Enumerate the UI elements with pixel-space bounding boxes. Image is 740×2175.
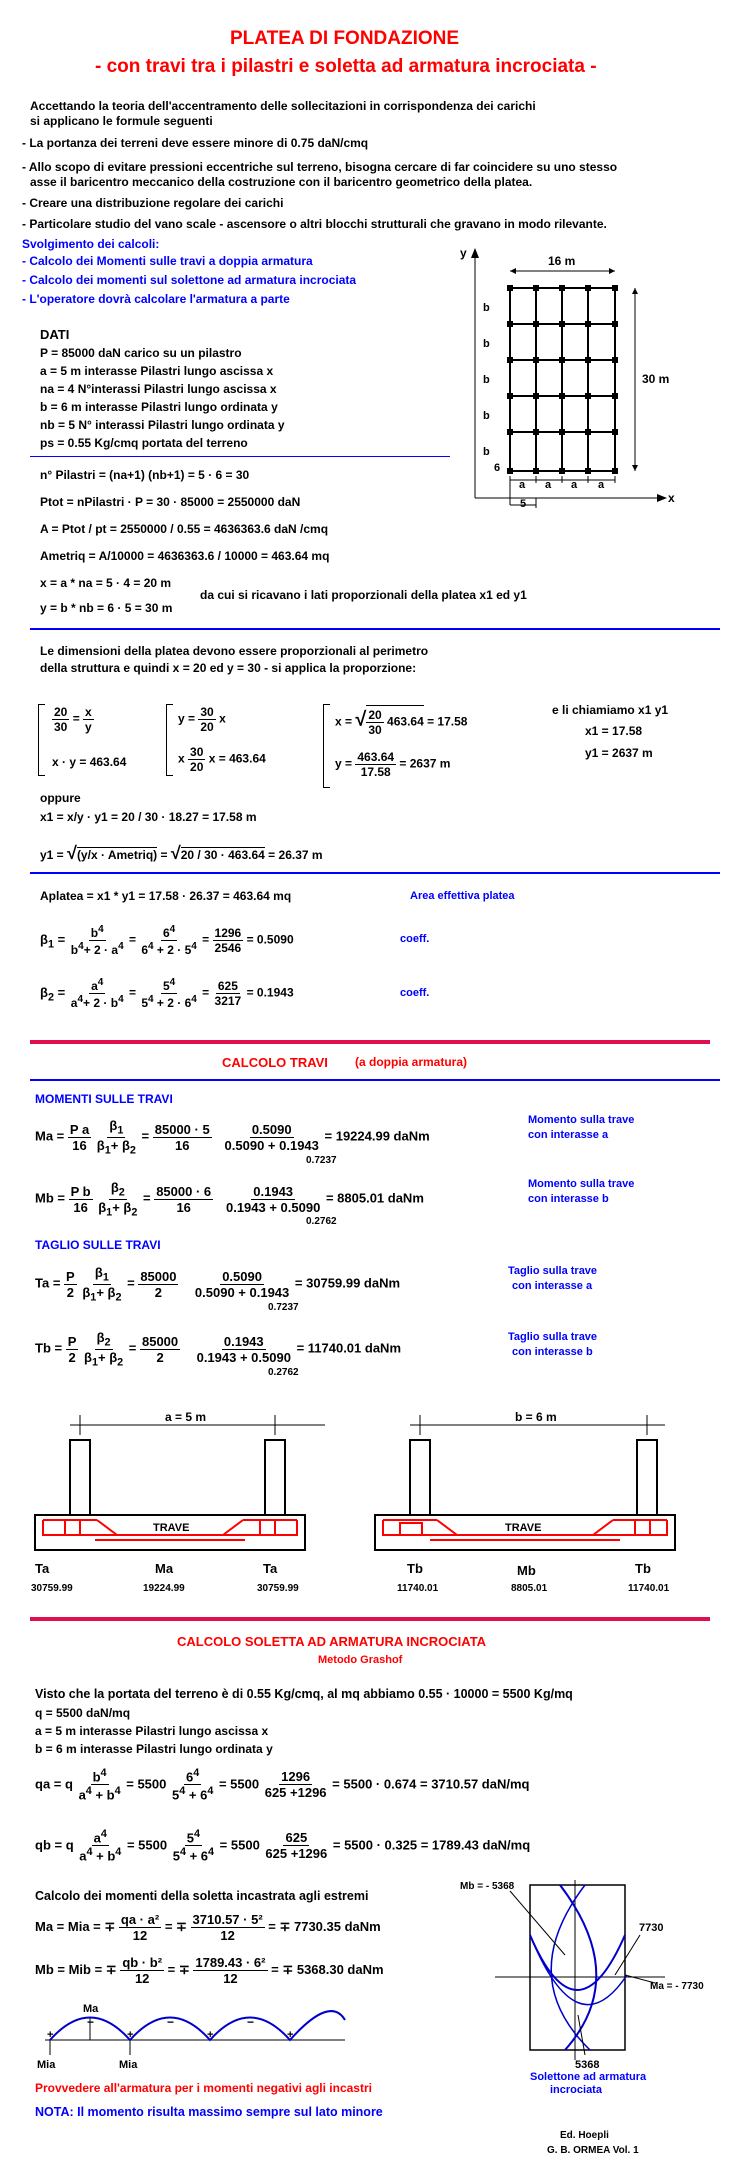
beam-span-b: b = 6 m — [515, 1410, 557, 1424]
calc-npilastri: n° Pilastri = (na+1) (nb+1) = 5 · 6 = 30 — [40, 468, 250, 482]
svolgimento-title: Svolgimento dei calcoli: — [22, 237, 160, 251]
pillar — [410, 1440, 430, 1515]
beam-span-a: a = 5 m — [165, 1410, 207, 1424]
divider — [30, 1079, 720, 1081]
soletta-mb: Mb = Mib = ∓ $\frac{\text{qb · b²}}{12}$ = ∓ $\frac{\text{1789.43 · 6²}}{12}$ = ∓ 5368.30 daNm — [35, 1955, 384, 1986]
beam-ma: Ma — [155, 1561, 174, 1576]
svg-text:+: + — [207, 2029, 214, 2041]
beta1-formula: $\beta_1$ = $\frac{b^4}{b^4+ 2 \cdot a^4}$ = $\frac{6^4}{6^4 + 2 \cdot 5^4}$ = $\frac{1296}{2546}$ = 0.5090 — [40, 924, 294, 957]
beam-tb-val: 11740.01 — [628, 1583, 670, 1594]
wave-mia: Mia — [37, 2059, 56, 2071]
calc-area: A = Ptot / pt = 2550000 / 0.55 = 4636363.6 daN /cmq — [40, 522, 329, 536]
moment-wave-diagram — [35, 2000, 355, 2080]
taglio-title: TAGLIO SULLE TRAVI — [35, 1238, 161, 1252]
intro-line: si applicano le formule seguenti — [30, 114, 213, 128]
prop-named: e li chiamiamo x1 y1 — [552, 703, 669, 717]
ta-note: Taglio sulla trave — [508, 1265, 598, 1277]
travi-title: CALCOLO TRAVI — [222, 1055, 328, 1070]
tb-subtotal: 0.2762 — [268, 1367, 299, 1378]
tb-note: Taglio sulla trave — [508, 1331, 598, 1343]
pillar — [265, 1440, 285, 1515]
author: G. B. ORMEA Vol. 1 — [547, 2145, 639, 2156]
prop-text: Le dimensioni della platea devono essere proporzionali al perimetro — [40, 644, 429, 658]
a-label: a — [598, 479, 605, 491]
mom-title: Calcolo dei momenti della soletta incastrata agli estremi — [35, 1889, 369, 1903]
intro-bullet: - La portanza dei terreni deve essere minore di 0.75 daN/cmq — [22, 136, 369, 150]
dati-item: P = 85000 daN carico su un pilastro — [40, 346, 242, 360]
svolgimento-step: - Calcolo dei Momenti sulle travi a doppia armatura — [22, 254, 313, 268]
beam-mb-val: 8805.01 — [511, 1583, 548, 1594]
soletta-q: q = 5500 daN/mq — [35, 1706, 131, 1720]
svg-text:+: + — [47, 2029, 54, 2041]
sol-ma: Ma = - 7730 — [650, 1981, 704, 1992]
x-axis-label: x — [668, 491, 675, 505]
grid-width-label: 16 m — [548, 254, 576, 268]
pillar-grid-diagram — [450, 243, 690, 533]
beam-mb: Mb — [517, 1563, 536, 1578]
beam-tb: Tb — [635, 1561, 651, 1576]
prop-text: della struttura e quindi x = 20 ed y = 30 - si applica la proporzione: — [40, 661, 417, 675]
soletta-provvedere: Provvedere all'armatura per i momenti negativi agli incastri — [35, 2081, 372, 2095]
dati-item: na = 4 N°interassi Pilastri lungo ascissa x — [40, 382, 277, 396]
divider — [30, 628, 720, 630]
dati-label: DATI — [40, 327, 70, 342]
prop-x-eq: x $\frac{30}{20}$ x = 463.64 — [178, 745, 266, 774]
six-label: 6 — [494, 462, 501, 474]
ta-subtotal: 0.7237 — [268, 1302, 299, 1313]
beam-ta: Ta — [35, 1561, 50, 1576]
divider — [30, 872, 720, 874]
beam-diagrams — [25, 1395, 725, 1610]
prop-y-res: y = $\frac{463.64}{17.58}$ = 2637 m — [335, 750, 451, 779]
pillar — [637, 1440, 657, 1515]
section-divider — [30, 1040, 710, 1044]
intro-bullet: asse il baricentro meccanico della costruzione con il baricentro geometrico della platea. — [30, 175, 533, 189]
tb-note: con interasse b — [512, 1346, 593, 1358]
prop-product: x · y = 463.64 — [52, 755, 127, 769]
ma-formula: Ma = $\frac{\text{P a}}{16}$ $\frac{\beta_1}{\beta_1+ \beta_2}$ = $\frac{85000 \cdot 5}{16}$ $\frac{0.5090}{0.5090 + 0.1943}$ = 19224.99 daNm — [35, 1118, 430, 1157]
divider — [30, 456, 450, 457]
dati-item: a = 5 m interasse Pilastri lungo ascissa x — [40, 364, 274, 378]
b-label: b — [483, 302, 490, 314]
a-label: a — [571, 479, 578, 491]
section-divider — [30, 1617, 710, 1621]
soletta-a: a = 5 m interasse Pilastri lungo ascissa x — [35, 1724, 269, 1738]
calc-y: y = b * nb = 6 · 5 = 30 m — [40, 601, 173, 615]
prop-op1: x1 = x/y · y1 = 20 / 30 · 18.27 = 17.58 m — [40, 810, 257, 824]
qb-formula: qb = q $\frac{a^4}{a^4 + b^4}$ = 5500 $\frac{5^4}{5^4 + 6^4}$ = 5500 $\frac{625}{625 +1296}$ = 5500 · 0.325 = 1789.43 daN/mq — [35, 1828, 531, 1864]
sol-caption: Solettone ad armatura — [530, 2071, 647, 2083]
wave-ma: Ma — [83, 2003, 99, 2015]
b-label: b — [483, 446, 490, 458]
beam-ma-val: 19224.99 — [143, 1583, 185, 1594]
b-label: b — [483, 374, 490, 386]
pillar — [70, 1440, 90, 1515]
five-label: 5 — [520, 498, 527, 510]
mb-formula: Mb = $\frac{\text{P b}}{16}$ $\frac{\beta_2}{\beta_1+ \beta_2}$ = $\frac{85000 \cdot 6}{16}$ $\frac{0.1943}{0.1943 + 0.5090}$ = 8805.01 daNm — [35, 1180, 424, 1219]
sol-7730: 7730 — [639, 1922, 664, 1934]
a-label: a — [519, 479, 526, 491]
intro-line: Accettando la teoria dell'accentramento delle sollecitazioni in corrispondenza dei carichi — [30, 99, 536, 113]
soletta-b: b = 6 m interasse Pilastri lungo ordinata y — [35, 1742, 273, 1756]
dati-item: nb = 5 N° interassi Pilastri lungo ordinata y — [40, 418, 285, 432]
prop-y1: y1 = 2637 m — [585, 746, 653, 760]
prop-op2: y1 = √(y/x · Ametriq) = √20 / 30 · 463.64 = 26.37 m — [40, 843, 323, 863]
calc-ametriq: Ametriq = A/10000 = 4636363.6 / 10000 = 463.64 mq — [40, 549, 330, 563]
sol-caption: incrociata — [550, 2084, 602, 2096]
ta-note: con interasse a — [512, 1280, 593, 1292]
ma-note: Momento sulla trave — [528, 1114, 635, 1126]
soletta-nota: NOTA: Il momento risulta massimo sempre sul lato minore — [35, 2105, 383, 2119]
sol-mb: Mb = - 5368 — [460, 1881, 515, 1892]
intro-bullet: - Creare una distribuzione regolare dei carichi — [22, 196, 284, 210]
calc-ptot: Ptot = nPilastri · P = 30 · 85000 = 2550000 daN — [40, 495, 301, 509]
svolgimento-step: - L'operatore dovrà calcolare l'armatura a parte — [22, 292, 290, 306]
beam-ta-val: 30759.99 — [257, 1583, 299, 1594]
beam-tb: Tb — [407, 1561, 423, 1576]
svg-text:−: − — [247, 2015, 255, 2029]
ma-subtotal: 0.7237 — [306, 1155, 337, 1166]
svg-text:−: − — [167, 2015, 175, 2029]
soletta-v1: Visto che la portata del terreno è di 0.55 Kg/cmq, al mq abbiamo 0.55 · 10000 = 5500 Kg/mq — [35, 1687, 573, 1701]
editor: Ed. Hoepli — [560, 2130, 609, 2141]
beta2-formula: $\beta_2$ = $\frac{a^4}{a^4+ 2 \cdot b^4}$ = $\frac{5^4}{5^4 + 2 \cdot 6^4}$ = $\frac{625}{3217}$ = 0.1943 — [40, 977, 294, 1010]
prop-x1: x1 = 17.58 — [585, 724, 643, 738]
prop-fraction-1: $\frac{20}{30}$ = $\frac{x}{y}$ — [54, 705, 92, 734]
beam-tb-val: 11740.01 — [397, 1583, 439, 1594]
calc-note: da cui si ricavano i lati proporzionali della platea x1 ed y1 — [200, 588, 527, 602]
calc-x: x = a * na = 5 · 4 = 20 m — [40, 576, 172, 590]
soletta-ma: Ma = Mia = ∓ $\frac{\text{qa · a²}}{12}$ = ∓ $\frac{\text{3710.57 · 5²}}{12}$ = ∓ 7730.35 daNm — [35, 1912, 381, 1943]
svg-text:+: + — [287, 2029, 294, 2041]
b-label: b — [483, 410, 490, 422]
beam-ta: Ta — [263, 1561, 278, 1576]
mb-subtotal: 0.2762 — [306, 1216, 337, 1227]
ma-note: con interasse a — [528, 1129, 609, 1141]
mb-note: con interasse b — [528, 1193, 609, 1205]
prop-y-eq: y = $\frac{30}{20}$ x — [178, 705, 226, 734]
b-label: b — [483, 338, 490, 350]
travi-title-note: (a doppia armatura) — [355, 1055, 468, 1069]
solettone-diagram — [455, 1875, 735, 2090]
page-subtitle: - con travi tra i pilastri e soletta ad armatura incrociata - — [95, 56, 597, 77]
grid-height-label: 30 m — [642, 372, 670, 386]
a-label: a — [545, 479, 552, 491]
qa-formula: qa = q $\frac{b^4}{a^4 + b^4}$ = 5500 $\frac{6^4}{5^4 + 6^4}$ = 5500 $\frac{1296}{625 +1296}$ = 5500 · 0.674 = 3710.57 daN/mq — [35, 1767, 530, 1803]
y-axis-label: y — [460, 246, 467, 260]
coeff-label: coeff. — [400, 987, 430, 999]
svg-text:−: − — [87, 2015, 95, 2029]
prop-oppure: oppure — [40, 791, 81, 805]
soletta-title: CALCOLO SOLETTA AD ARMATURA INCROCIATA — [177, 1634, 487, 1649]
sol-5368: 5368 — [575, 2059, 600, 2071]
wave-mia: Mia — [119, 2059, 138, 2071]
ta-formula: Ta = $\frac{P}{2}$ $\frac{\beta_1}{\beta_1+ \beta_2}$ = $\frac{85000}{2}$ $\frac{0.5090}{0.5090 + 0.1943}$ = 30759.99 daNm — [35, 1265, 401, 1304]
aplatea: Aplatea = x1 * y1 = 17.58 · 26.37 = 463.64 mq — [40, 889, 292, 903]
prop-x-sqrt: x = √ $\frac{20}{30}$ 463.64 = 17.58 — [335, 705, 467, 737]
soletta-metodo: Metodo Grashof — [318, 1654, 403, 1666]
dati-item: b = 6 m interasse Pilastri lungo ordinata y — [40, 400, 278, 414]
intro-bullet: - Allo scopo di evitare pressioni eccentriche sul terreno, bisogna cercare di far coincidere su uno stesso — [22, 160, 618, 174]
svg-text:+: + — [127, 2029, 134, 2041]
coeff-label: coeff. — [400, 933, 430, 945]
momenti-title: MOMENTI SULLE TRAVI — [35, 1092, 173, 1106]
tb-formula: Tb = $\frac{P}{2}$ $\frac{\beta_2}{\beta_1+ \beta_2}$ = $\frac{85000}{2}$ $\frac{0.1943}{0.1943 + 0.5090}$ = 11740.01 daNm — [35, 1330, 402, 1369]
dati-item: ps = 0.55 Kg/cmq portata del terreno — [40, 436, 248, 450]
svolgimento-step: - Calcolo dei momenti sul solettone ad armatura incrociata — [22, 273, 357, 287]
aplatea-note: Area effettiva platea — [410, 890, 515, 902]
beam-label: TRAVE — [153, 1522, 190, 1534]
mb-note: Momento sulla trave — [528, 1178, 635, 1190]
intro-bullet: - Particolare studio del vano scale - ascensore o altri blocchi strutturali che gravano in modo rilevante. — [22, 217, 607, 231]
beam-ta-val: 30759.99 — [31, 1583, 73, 1594]
page-title: PLATEA DI FONDAZIONE — [230, 28, 460, 49]
beam-label: TRAVE — [505, 1522, 542, 1534]
